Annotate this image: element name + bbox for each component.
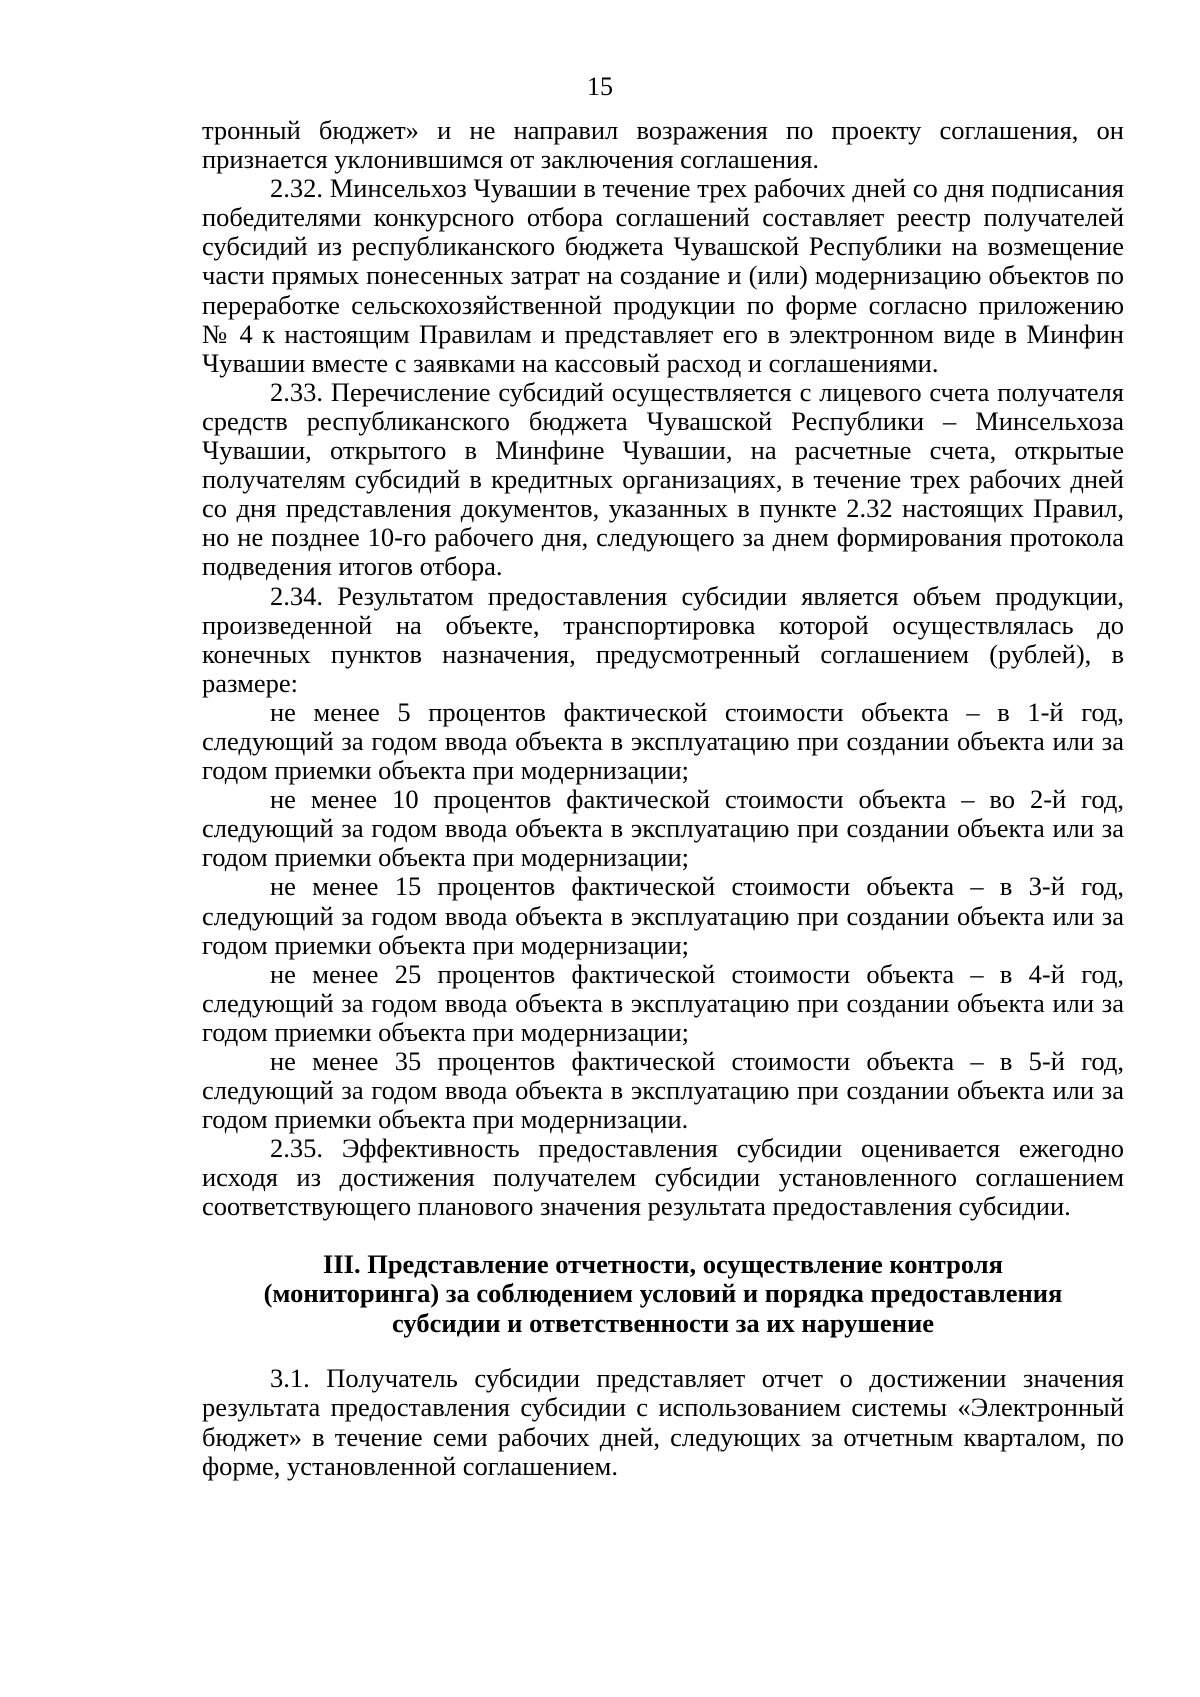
section-heading-line: III. Представление отчетности, осуществление контроля	[323, 1248, 1003, 1279]
paragraph-2-32: 2.32. Минсельхоз Чувашии в течение трех рабочих дней со дня подписания победителями конкурсного отбора соглашений составляет реестр получателей субсидий из республиканского бюджета Чувашской Республики на возмещение части прямых понесенных затрат на создание и (или) модернизацию объектов по переработке сельскохозяйственной продукции по форме согласно приложению № 4 к настоящим Правилам и представляет его в электронном виде в Минфин Чувашии вместе с заявками на кассовый расход и соглашениями.	[202, 173, 1124, 378]
document-body	[202, 116, 1124, 1481]
paragraph-2-35: 2.35. Эффективность предоставления субсидии оценивается ежегодно исходя из достижения получателем субсидии установленного соглашением соответствующего планового значения результата предоставления субсидии.	[202, 1133, 1124, 1222]
paragraph-3-1: 3.1. Получатель субсидии представляет отчет о достижении значения результата предоставления субсидии с использованием системы «Электронный бюджет» в течение семи рабочих дней, следующих за отчетным кварталом, по форме, установленной соглашением.	[202, 1363, 1124, 1481]
list-item-year-5: не менее 35 процентов фактической стоимости объекта – в 5-й год, следующий за годом ввода объекта в эксплуатацию при создании объекта или за годом приемки объекта при модернизации.	[202, 1046, 1124, 1135]
section-heading-line: субсидии и ответственности за их нарушение	[392, 1307, 934, 1338]
list-item-year-1: не менее 5 процентов фактической стоимости объекта – в 1-й год, следующий за годом ввода объекта в эксплуатацию при создании объекта или за годом приемки объекта при модернизации;	[202, 696, 1124, 786]
paragraph-2-34: 2.34. Результатом предоставления субсидии является объем продукции, произведенной на объекте, транспортировка которой осуществлялась до конечных пунктов назначения, предусмотренный соглашением (рублей), в размере:	[202, 580, 1124, 698]
list-item-year-4: не менее 25 процентов фактической стоимости объекта – в 4-й год, следующий за годом ввода объекта в эксплуатацию при создании объекта или за годом приемки объекта при модернизации;	[202, 958, 1124, 1047]
paragraph-2-33: 2.33. Перечисление субсидий осуществляется с лицевого счета получателя средств республиканского бюджета Чувашской Республики – Минсельхоза Чувашии, открытого в Минфине Чувашии, на расчетные счета, открытые получателям субсидий в кредитных организациях, в течение трех рабочих дней со дня представления документов, указанных в пункте 2.32 настоящих Правил, но не позднее 10-го рабочего дня, следующего за днем формирования протокола подведения итогов отбора.	[202, 376, 1124, 582]
list-item-year-2: не менее 10 процентов фактической стоимости объекта – во 2-й год, следующий за годом ввода объекта в эксплуатацию при создании объекта или за годом приемки объекта при модернизации;	[202, 784, 1124, 873]
section-heading-line: (мониторинга) за соблюдением условий и порядка предоставления	[263, 1278, 1063, 1309]
list-item-year-3: не менее 15 процентов фактической стоимости объекта – в 3-й год, следующий за годом ввода объекта в эксплуатацию при создании объекта или за годом приемки объекта при модернизации;	[202, 871, 1124, 960]
section-heading	[202, 1250, 1124, 1339]
paragraph: тронный бюджет» и не направил возражения по проекту соглашения, он признается уклонившимся от заключения соглашения.	[202, 115, 1124, 175]
page-number: 15	[587, 72, 613, 101]
